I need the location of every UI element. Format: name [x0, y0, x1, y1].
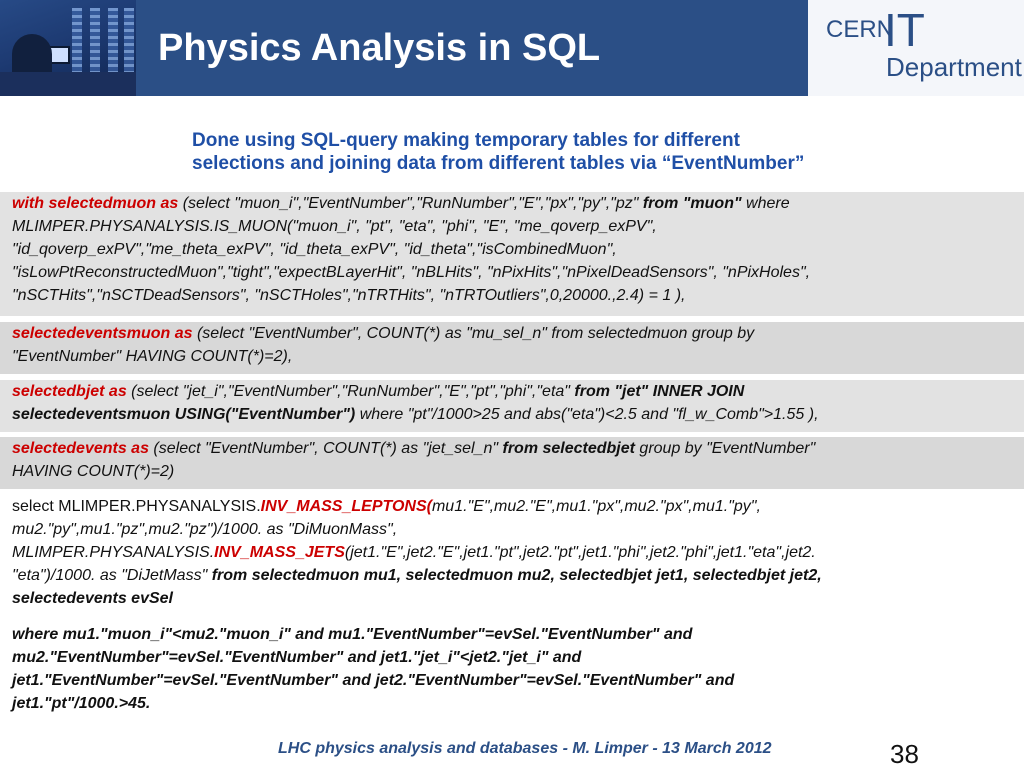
- slide-footer: LHC physics analysis and databases - M. Limper - 13 March 2012: [278, 740, 772, 757]
- query-block-selectedbjet: [0, 380, 1024, 432]
- query-block-selectedmuon: [0, 192, 1024, 316]
- code-line: selectedevents evSel: [12, 590, 173, 607]
- code-keyword: selectedeventsmuon USING("EventNumber"): [12, 406, 356, 423]
- intro-text: [192, 127, 1020, 173]
- code-text: group by "EventNumber": [634, 440, 816, 457]
- code-text: (select "EventNumber", COUNT(*) as "jet_sel_n": [148, 440, 503, 457]
- slide-title: Physics Analysis in SQL: [158, 27, 601, 69]
- code-text: "eta")/1000. as "DiJetMass": [12, 567, 212, 584]
- code-line: [12, 541, 1018, 564]
- cte-name: selectedbjet as: [12, 383, 127, 400]
- code-line: [12, 380, 1018, 403]
- code-text: where "pt"/1000>25 and abs("eta")<2.5 and "fl_w_Comb">1.55 ),: [355, 406, 819, 423]
- code-text: (select "jet_i","EventNumber","RunNumber","E","pt","phi","eta": [126, 383, 575, 400]
- logo-it-text: IT: [884, 4, 925, 56]
- code-line: "id_qoverp_exPV","me_theta_exPV", "id_theta_exPV", "id_theta","isCombinedMuon",: [12, 241, 617, 258]
- query-block-selectedeventsmuon: [0, 322, 1024, 374]
- function-name: INV_MASS_LEPTONS(: [260, 498, 432, 515]
- cte-name: selectedeventsmuon as: [12, 325, 193, 342]
- code-line: [12, 322, 1018, 345]
- code-text: mu1."E",mu2."E",mu1."px",mu2."px",mu1."py",: [431, 498, 761, 515]
- code-text: select MLIMPER.PHYSANALYSIS.: [12, 498, 261, 515]
- desk-image: [0, 72, 136, 96]
- code-line: [12, 495, 1018, 518]
- logo-department-text: Department: [886, 52, 1022, 82]
- slide-header: [0, 0, 1024, 96]
- logo-cern-text: CERN: [826, 16, 895, 43]
- cte-name: selectedevents as: [12, 440, 149, 457]
- code-text: (select "EventNumber", COUNT(*) as "mu_sel_n" from selectedmuon group by: [192, 325, 755, 342]
- code-keyword: from "jet" INNER JOIN: [574, 383, 745, 400]
- code-line: mu2."EventNumber"=evSel."EventNumber" and jet1."jet_i"<jet2."jet_i" and: [12, 649, 582, 666]
- code-keyword: from "muon": [642, 195, 742, 212]
- code-keyword: from selectedbjet: [502, 440, 635, 457]
- code-line: "nSCTHits","nSCTDeadSensors", "nSCTHoles","nTRTHits", "nTRTOutliers",0,20000.,2.4) = 1 ),: [12, 287, 686, 304]
- code-line: mu2."py",mu1."pz",mu2."pz")/1000. as "DiMuonMass",: [12, 521, 398, 538]
- computer-room-photo: [0, 0, 136, 96]
- code-line: [12, 192, 1018, 215]
- code-line: "isLowPtReconstructedMuon","tight","expectBLayerHit", "nBLHits", "nPixHits","nPixelDeadSensors", "nPixHoles",: [12, 264, 811, 281]
- page-number: 38: [890, 739, 919, 769]
- query-block-where: [0, 623, 1024, 721]
- intro-line: selections and joining data from different tables via “EventNumber”: [192, 153, 805, 174]
- query-block-select: [0, 495, 1024, 615]
- function-name: INV_MASS_JETS: [214, 544, 345, 561]
- code-line: where mu1."muon_i"<mu2."muon_i" and mu1."EventNumber"=evSel."EventNumber" and: [12, 626, 693, 643]
- code-text: (jet1."E",jet2."E",jet1."pt",jet2."pt",jet1."phi",jet2."phi",jet1."eta",jet2.: [344, 544, 816, 561]
- code-line: HAVING COUNT(*)=2): [12, 463, 175, 480]
- code-line: "EventNumber" HAVING COUNT(*)=2),: [12, 348, 293, 365]
- code-text: (select "muon_i","EventNumber","RunNumber","E","px","py","pz": [178, 195, 643, 212]
- code-line: [12, 564, 1018, 587]
- code-line: [12, 403, 1018, 426]
- code-line: jet1."pt"/1000.>45.: [12, 695, 151, 712]
- code-line: MLIMPER.PHYSANALYSIS.IS_MUON("muon_i", "pt", "eta", "phi", "E", "me_qoverp_exPV",: [12, 218, 657, 235]
- code-text: where: [741, 195, 790, 212]
- code-text: MLIMPER.PHYSANALYSIS.: [12, 544, 215, 561]
- code-line: [12, 437, 1018, 460]
- code-line: jet1."EventNumber"=evSel."EventNumber" and jet2."EventNumber"=evSel."EventNumber" and: [12, 672, 735, 689]
- query-block-selectedevents: [0, 437, 1024, 489]
- intro-line: Done using SQL-query making temporary tables for different: [192, 130, 740, 151]
- cte-name: with selectedmuon as: [12, 195, 179, 212]
- code-keyword: from selectedmuon mu1, selectedmuon mu2, selectedbjet jet1, selectedbjet jet2,: [211, 567, 822, 584]
